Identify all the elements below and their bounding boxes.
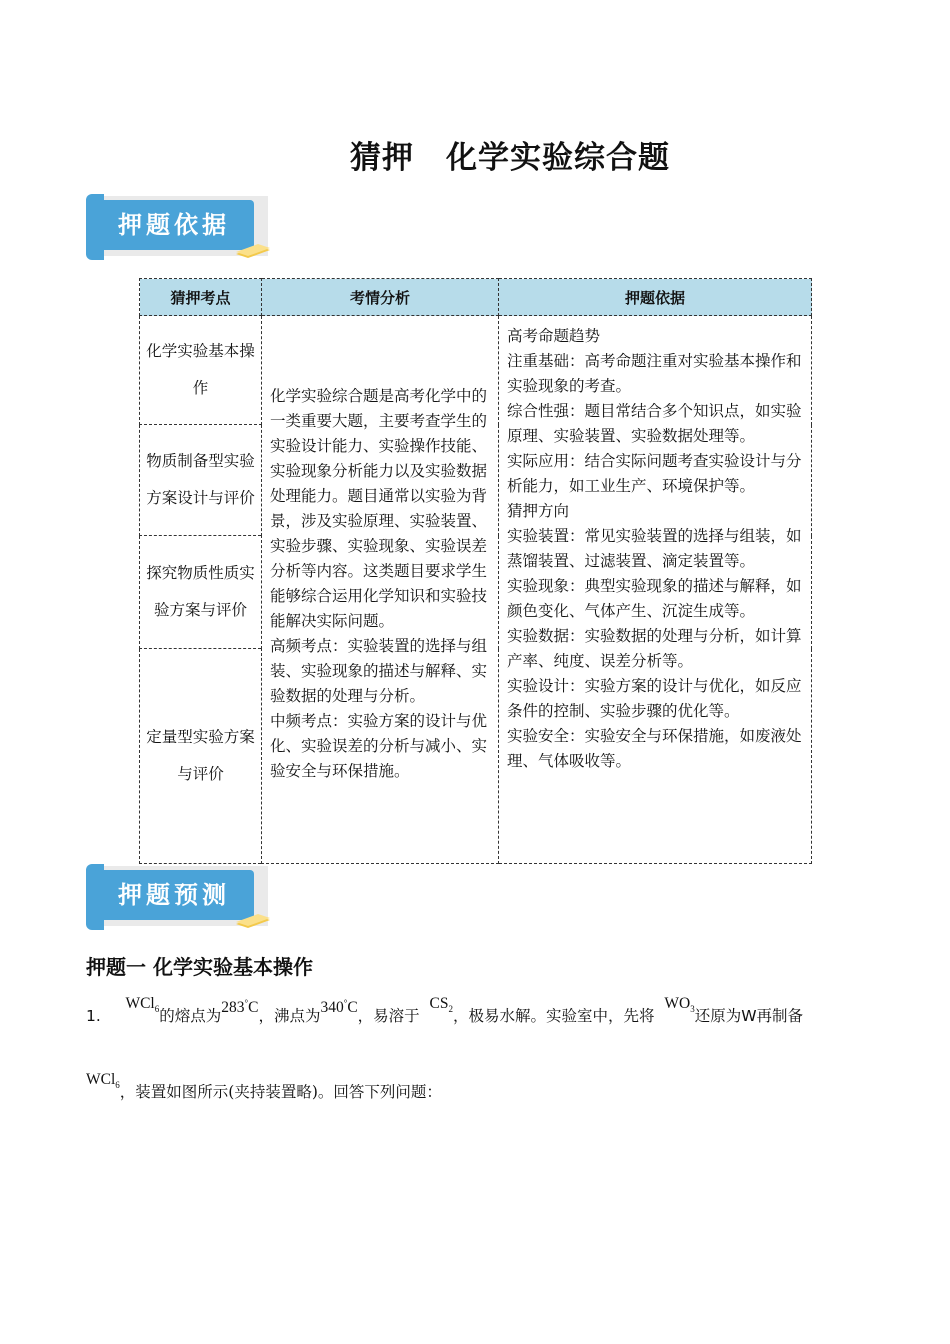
header-topic: 猜押考点 xyxy=(140,279,262,316)
topic-cell: 化学实验基本操作 xyxy=(140,316,262,425)
header-basis: 押题依据 xyxy=(499,279,812,316)
banner-label: 押题依据 xyxy=(118,211,230,239)
basis-paragraph: 实验装置：常见实验装置的选择与组装，如蒸馏装置、过滤装置、滴定装置等。 xyxy=(507,527,802,570)
banner-label: 押题预测 xyxy=(118,881,230,909)
temperature-boiling: 340°C xyxy=(320,997,358,1016)
basis-cell xyxy=(499,316,812,864)
analysis-cell xyxy=(262,316,499,864)
basis-paragraph: 实际应用：结合实际问题考查实验设计与分析能力，如工业生产、环境保护等。 xyxy=(507,452,802,495)
question-line-2: WCl$_6$，装置如图所示(夹持装置略)。回答下列问题： xyxy=(86,1071,442,1101)
topic-cell: 定量型实验方案与评价 xyxy=(140,649,262,864)
basis-paragraph: 综合性强：题目常结合多个知识点，如实验原理、实验装置、实验数据处理等。 xyxy=(507,402,802,445)
basis-paragraph: 注重基础：高考命题注重对实验基本操作和实验现象的考查。 xyxy=(507,352,802,395)
formula-wo3: $WO_3$ xyxy=(664,995,695,1015)
basis-paragraph: 实验现象：典型实验现象的描述与解释，如颜色变化、气体产生、沉淀生成等。 xyxy=(507,577,802,620)
temperature-melting: 283°C xyxy=(221,997,259,1016)
book-icon xyxy=(236,914,270,928)
section-heading: 押题一 化学实验基本操作 xyxy=(86,955,313,979)
basis-paragraph: 实验数据：实验数据的处理与分析，如计算产率、纯度、误差分析等。 xyxy=(507,627,802,670)
section-banner-predict xyxy=(86,864,272,930)
analysis-paragraph: 化学实验综合题是高考化学中的一类重要大题，主要考查学生的实验设计能力、实验操作技能、实验现象分析能力以及实验数据处理能力。题目通常以实验为背景，涉及实验原理、实验装置、实验步骤、实验现象、实验误差分析等内容。这类题目要求学生能够综合运用化学知识和实验技能解决实际问题。 xyxy=(270,387,488,630)
analysis-paragraph: 中频考点：实验方案的设计与优化、实验误差的分析与减小、实验安全与环保措施。 xyxy=(270,712,488,780)
formula-wcl6: WCl$_6$ xyxy=(125,995,160,1015)
table-row xyxy=(140,316,812,425)
basis-paragraph: 实验安全：实验安全与环保措施，如废液处理、气体吸收等。 xyxy=(507,727,802,770)
basis-paragraph: 实验设计：实验方案的设计与优化，如反应条件的控制、实验步骤的优化等。 xyxy=(507,677,802,720)
basis-paragraph: 猜押方向 xyxy=(507,502,570,520)
question-number: 1. xyxy=(86,1007,101,1025)
header-analysis: 考情分析 xyxy=(262,279,499,316)
book-icon xyxy=(236,244,270,258)
formula-cs2: $CS_2$ xyxy=(429,995,453,1015)
analysis-paragraph: 高频考点：实验装置的选择与组装、实验现象的描述与解释、实验数据的处理与分析。 xyxy=(270,637,488,705)
topic-cell: 探究物质性质实验方案与评价 xyxy=(140,536,262,649)
formula-wcl6: WCl$_6$ xyxy=(86,1071,120,1091)
page-title: 猜押 化学实验综合题 xyxy=(350,140,670,176)
topic-cell: 物质制备型实验方案设计与评价 xyxy=(140,425,262,536)
section-banner-basis xyxy=(86,194,272,260)
basis-paragraph: 高考命题趋势 xyxy=(507,327,601,345)
basis-table xyxy=(139,278,812,864)
table-header-row xyxy=(140,279,812,316)
question-line-1: 1. WCl$_6$的熔点为283°C，沸点为340°C，易溶于 $CS_2$，极易水解。实验室中，先将 $WO_3$还原为W再制备 xyxy=(86,995,804,1025)
